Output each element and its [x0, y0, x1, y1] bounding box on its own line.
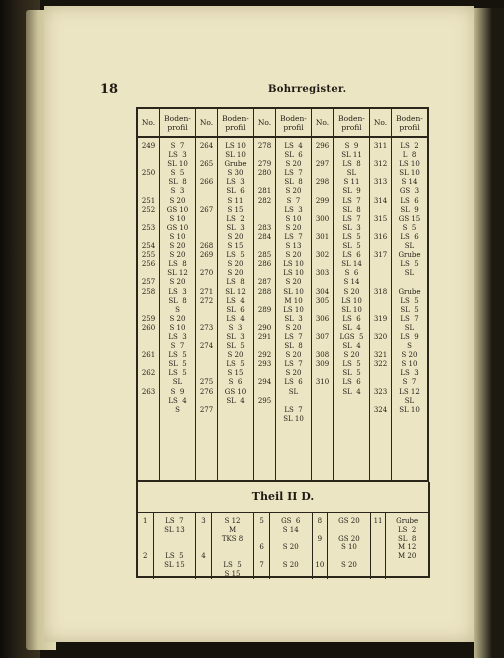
- soil-profiles: Grube LS 2 SL 8 M 12 M 20: [386, 513, 428, 579]
- soil-profiles: S 9 SL 11 LS 8 SL S 11 SL 9 LS 7 SL 8 LS 7 SL 3 LS 5 SL 5 LS 6 SL 14 S 6 S 14 S 20 LS 10 SL 10 LS 6 SL 4 LGS 5 SL 4 S 20 LS 5 SL 5 LS 6 SL 4: [334, 137, 370, 481]
- page-header: [100, 82, 470, 98]
- borehole-numbers: 8 9 10: [312, 513, 328, 579]
- section-title: Theil II D.: [251, 490, 315, 503]
- borehole-numbers: 5 6 7: [254, 513, 270, 579]
- table-body-row: [137, 137, 428, 481]
- table-body-row: [138, 513, 428, 579]
- borehole-numbers: 11: [370, 513, 386, 579]
- column-header-no: No.: [254, 108, 276, 137]
- borehole-numbers: 1 2: [143, 517, 148, 561]
- soil-profiles: LS 10 SL 10 Grube S 30 LS 3 SL 6 S 11 S 15 LS 2 SL 3 S 20 S 15 LS 5 S 20 S 20 LS 8 SL 12 LS 4 SL 6 LS 4 S 3 SL 3 SL 5 S 20 LS 5 S 15 S 6 GS 10 SL 4: [218, 137, 254, 481]
- borehole-numbers: 249 250 251 252 253 254 255 256 257 258 259 260 261 262 263: [137, 137, 160, 481]
- borehole-numbers: 311 312 313 314 315 316 317 318 319 320 321 322 323 324: [370, 137, 392, 481]
- page-edge-right: [474, 8, 504, 658]
- soil-profiles: LS 7 SL 13 LS 5 SL 15: [153, 513, 196, 579]
- soil-profiles: S 7 LS 3 SL 10 S 5 SL 8 S 3 S 20 GS 10 S 10 GS 10 S 10 S 20 S 20 LS 8 SL 12 S 20 LS 3 SL 8 S S 20 S 10 LS 3 S 7 LS 5 SL 5 LS 5 SL S 9 LS 4 S: [160, 137, 196, 481]
- borehole-numbers: 3 4: [196, 513, 212, 579]
- column-header-no: No.: [370, 108, 392, 137]
- soil-profiles: LS 2 L 8 LS 10 SL 10 S 14 GS 3 LS 6 SL 9 GS 15 S 5 LS 6 SL Grube LS 5 SL Grube LS 5 SL 5 LS 7 SL LS 9 S S 20 S 10 LS 3 S 7 LS 12 SL SL 10: [392, 137, 429, 481]
- table-header-row: [137, 108, 428, 137]
- soil-profiles: GS 20 GS 20 S 10 S 20: [328, 513, 371, 579]
- column-header-profil: Boden- profil: [218, 108, 254, 137]
- soil-profiles: S 12 M TKS 8 LS 5 S 15: [211, 513, 254, 579]
- column-header-profil: Boden- profil: [160, 108, 196, 137]
- column-header-profil: Boden- profil: [392, 108, 429, 137]
- borehole-numbers: 278 279 280 281 282 283 284 285 286 287 288 289 290 291 292 293 294 295: [254, 137, 276, 481]
- column-header-profil: Boden- profil: [276, 108, 312, 137]
- borehole-numbers: 264 265 266 267 268 269 270 271 272 273 274 275 276 277: [196, 137, 218, 481]
- theil-iid-section: [136, 482, 430, 578]
- page-number: 18: [100, 82, 119, 97]
- theil-iid-table: [138, 512, 428, 579]
- column-header-no: No.: [196, 108, 218, 137]
- soil-profiles: GS 6 S 14 S 20 S 20: [269, 513, 312, 579]
- column-header-no: No.: [137, 108, 160, 137]
- borehole-numbers: 296 297 298 299 300 301 302 303 304 305 306 307 308 309 310: [312, 137, 334, 481]
- running-head: Bohrregister.: [268, 84, 347, 95]
- borehole-register-table: [136, 107, 429, 482]
- column-header-profil: Boden- profil: [334, 108, 370, 137]
- column-header-no: No.: [312, 108, 334, 137]
- soil-profiles: LS 4 SL 6 S 20 LS 7 SL 8 S 20 S 7 LS 3 S 10 S 20 LS 7 S 13 S 20 LS 10 LS 10 S 20 SL 10 M 10 LS 10 SL 3 S 20 LS 7 SL 8 S 20 LS 7 S 20 LS 6 SL LS 7 SL 10: [276, 137, 312, 481]
